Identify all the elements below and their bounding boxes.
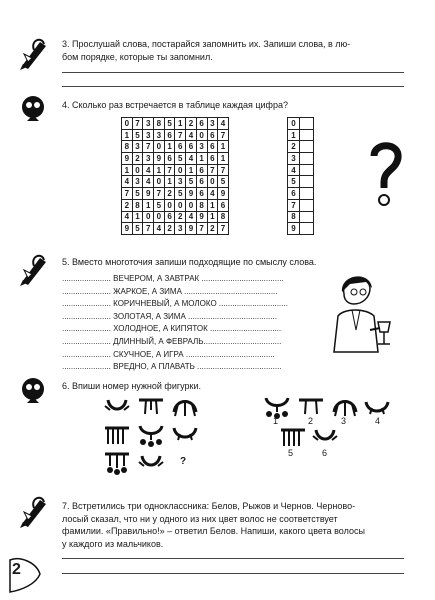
fill-in-phrase: ВРЕДНО, А ПЛАВАТЬ ...................................... bbox=[113, 362, 282, 372]
grid-cell: 4 bbox=[143, 176, 154, 188]
grid-cell: 6 bbox=[196, 188, 207, 200]
grid-cell: 1 bbox=[122, 164, 133, 176]
grid-row bbox=[122, 176, 229, 188]
digit-count-input[interactable] bbox=[300, 141, 314, 153]
figure-fan bbox=[330, 394, 360, 418]
question-mark-decoration bbox=[368, 140, 404, 212]
grid-cell: 7 bbox=[196, 223, 207, 235]
grid-cell: 5 bbox=[175, 188, 186, 200]
grid-cell: 2 bbox=[175, 211, 186, 223]
fill-in-row[interactable] bbox=[62, 286, 278, 298]
task-3-text bbox=[62, 38, 412, 63]
grid-cell: 1 bbox=[218, 141, 229, 153]
fill-in-blank[interactable]: ...................... bbox=[62, 286, 111, 296]
digit-count-input[interactable] bbox=[300, 118, 314, 130]
fill-in-phrase: КОРИЧНЕВЫЙ, А МОЛОКО ............................... bbox=[113, 299, 288, 309]
grid-cell: 6 bbox=[175, 141, 186, 153]
grid-cell: 6 bbox=[207, 141, 218, 153]
digit-label: 5 bbox=[288, 176, 300, 188]
grid-cell: 6 bbox=[218, 199, 229, 211]
grid-cell: 7 bbox=[218, 223, 229, 235]
figure-number-3: 3 bbox=[341, 416, 347, 426]
grid-cell: 0 bbox=[154, 211, 165, 223]
digit-count-input[interactable] bbox=[300, 129, 314, 141]
grid-cell: 5 bbox=[164, 118, 175, 130]
grid-cell: 2 bbox=[132, 153, 143, 165]
grid-cell: 5 bbox=[132, 129, 143, 141]
grid-cell: 7 bbox=[175, 129, 186, 141]
grid-cell: 8 bbox=[218, 211, 229, 223]
fill-in-phrase: ЗОЛОТАЯ, А ЗИМА ........................................ bbox=[113, 311, 277, 321]
digit-count-table bbox=[287, 117, 314, 235]
grid-cell: 4 bbox=[122, 211, 133, 223]
pen-icon bbox=[18, 36, 48, 72]
digit-count-input[interactable] bbox=[300, 223, 314, 235]
grid-row bbox=[122, 118, 229, 130]
fill-in-blank[interactable]: ...................... bbox=[62, 362, 111, 372]
fill-in-blank[interactable]: ...................... bbox=[62, 324, 111, 334]
grid-row bbox=[122, 164, 229, 176]
fill-in-phrase: СКУЧНОЕ, А ИГРА ........................................ bbox=[113, 349, 275, 359]
grid-cell: 1 bbox=[122, 129, 133, 141]
task-7-line-2: лосый сказал, что ни у одного из них цвет волос не соответствует bbox=[62, 513, 338, 524]
grid-cell: 1 bbox=[207, 199, 218, 211]
digit-count-row bbox=[288, 141, 314, 153]
grid-cell: 6 bbox=[196, 164, 207, 176]
task-7-line-4: у каждого из мальчиков. bbox=[62, 538, 164, 549]
grid-cell: 7 bbox=[218, 129, 229, 141]
answer-line[interactable] bbox=[62, 573, 404, 574]
grid-cell: 1 bbox=[164, 176, 175, 188]
grid-cell: 7 bbox=[132, 118, 143, 130]
grid-cell: 8 bbox=[196, 199, 207, 211]
grid-cell: 1 bbox=[132, 211, 143, 223]
teacher-illustration bbox=[330, 270, 400, 354]
grid-cell: 9 bbox=[122, 153, 133, 165]
digit-label: 8 bbox=[288, 211, 300, 223]
digit-count-row bbox=[288, 211, 314, 223]
grid-row bbox=[122, 188, 229, 200]
figure-t-bar bbox=[136, 396, 166, 420]
task-4-text: 4. Сколько раз встречается в таблице каждая цифра? bbox=[62, 100, 288, 110]
answer-line[interactable] bbox=[62, 558, 404, 559]
grid-cell: 6 bbox=[207, 129, 218, 141]
figure-number-4: 4 bbox=[375, 416, 381, 426]
grid-cell: 0 bbox=[143, 211, 154, 223]
grid-cell: 3 bbox=[175, 223, 186, 235]
grid-cell: 7 bbox=[143, 141, 154, 153]
grid-row bbox=[122, 211, 229, 223]
grid-cell: 3 bbox=[143, 153, 154, 165]
grid-cell: 0 bbox=[132, 164, 143, 176]
figure-comb bbox=[278, 426, 308, 450]
grid-cell: 6 bbox=[164, 129, 175, 141]
grid-cell: 6 bbox=[196, 118, 207, 130]
grid-row bbox=[122, 199, 229, 211]
grid-row bbox=[122, 129, 229, 141]
grid-cell: 0 bbox=[154, 141, 165, 153]
grid-cell: 1 bbox=[186, 164, 197, 176]
grid-cell: 4 bbox=[186, 153, 197, 165]
figure-dots bbox=[136, 420, 166, 448]
grid-cell: 4 bbox=[186, 211, 197, 223]
fill-in-blank[interactable]: ...................... bbox=[62, 337, 111, 346]
grid-row bbox=[122, 223, 229, 235]
grid-cell: 9 bbox=[218, 188, 229, 200]
grid-cell: 3 bbox=[143, 129, 154, 141]
task-6-text: 6. Впиши номер нужной фигурки. bbox=[62, 381, 202, 391]
figure-arc-up-left bbox=[136, 452, 166, 476]
question-icon bbox=[18, 94, 48, 124]
figure-fan bbox=[170, 394, 200, 418]
grid-cell: 6 bbox=[164, 153, 175, 165]
fill-in-blank[interactable]: ...................... bbox=[62, 299, 111, 309]
grid-cell: 3 bbox=[175, 176, 186, 188]
task-7-line-3: фамилии. «Правильно!» – ответил Белов. Напиши, какого цвета волосы bbox=[62, 526, 365, 536]
fill-in-row[interactable] bbox=[62, 361, 282, 373]
grid-cell: 4 bbox=[207, 188, 218, 200]
grid-cell: 5 bbox=[186, 176, 197, 188]
fill-in-phrase: ВЕЧЕРОМ, А ЗАВТРАК ..................................... bbox=[113, 274, 284, 283]
grid-cell: 0 bbox=[196, 129, 207, 141]
fill-in-row[interactable] bbox=[62, 336, 281, 348]
grid-cell: 9 bbox=[186, 223, 197, 235]
fill-in-row[interactable] bbox=[62, 273, 284, 285]
digit-count-input[interactable] bbox=[300, 211, 314, 223]
grid-cell: 0 bbox=[122, 118, 133, 130]
grid-cell: 2 bbox=[164, 188, 175, 200]
figure-comb bbox=[102, 424, 132, 448]
page-number: 2 bbox=[12, 561, 21, 578]
task-7-text bbox=[62, 500, 412, 550]
task-3-line-1: 3. Прослушай слова, постарайся запомнить их. Запиши слова, в лю- bbox=[62, 39, 351, 49]
grid-cell: 2 bbox=[186, 118, 197, 130]
digit-count-input[interactable] bbox=[300, 164, 314, 176]
fill-in-phrase: ЖАРКОЕ, А ЗИМА .......................................... bbox=[113, 286, 278, 296]
grid-cell: 7 bbox=[207, 164, 218, 176]
grid-cell: 9 bbox=[122, 223, 133, 235]
grid-cell: 9 bbox=[196, 211, 207, 223]
digit-label: 7 bbox=[288, 199, 300, 211]
grid-cell: 4 bbox=[143, 164, 154, 176]
fill-in-row[interactable] bbox=[62, 349, 275, 361]
digit-count-row bbox=[288, 129, 314, 141]
fill-in-row[interactable] bbox=[62, 311, 277, 323]
digit-label: 2 bbox=[288, 141, 300, 153]
pen-icon bbox=[18, 494, 48, 530]
grid-cell: 1 bbox=[143, 199, 154, 211]
figure-arc-down bbox=[170, 422, 200, 446]
digit-count-input[interactable] bbox=[300, 153, 314, 165]
grid-cell: 5 bbox=[154, 199, 165, 211]
digit-grid bbox=[121, 117, 229, 235]
grid-cell: 7 bbox=[154, 188, 165, 200]
digit-label: 6 bbox=[288, 188, 300, 200]
task-7-line-1: 7. Встретились три одноклассника: Белов, Рыжов и Чернов. Черново- bbox=[62, 501, 356, 511]
digit-count-row bbox=[288, 153, 314, 165]
fill-in-row[interactable] bbox=[62, 298, 288, 310]
digit-count-row bbox=[288, 188, 314, 200]
digit-count-row bbox=[288, 223, 314, 235]
grid-cell: 6 bbox=[207, 153, 218, 165]
grid-cell: 0 bbox=[207, 176, 218, 188]
digit-count-row bbox=[288, 199, 314, 211]
fill-in-blank[interactable]: ...................... bbox=[62, 311, 111, 321]
grid-cell: 9 bbox=[154, 153, 165, 165]
figure-number-2: 2 bbox=[308, 416, 314, 426]
grid-cell: 0 bbox=[154, 176, 165, 188]
question-mark-answer[interactable]: ? bbox=[180, 456, 187, 467]
grid-cell: 3 bbox=[154, 129, 165, 141]
grid-cell: 6 bbox=[164, 211, 175, 223]
grid-cell: 5 bbox=[175, 153, 186, 165]
fill-in-blank[interactable]: ...................... bbox=[62, 274, 111, 283]
grid-cell: 7 bbox=[143, 223, 154, 235]
grid-cell: 0 bbox=[175, 164, 186, 176]
digit-label: 3 bbox=[288, 153, 300, 165]
answer-line[interactable] bbox=[62, 72, 404, 73]
grid-cell: 3 bbox=[143, 118, 154, 130]
grid-row bbox=[122, 141, 229, 153]
grid-cell: 1 bbox=[196, 153, 207, 165]
figure-number-1: 1 bbox=[273, 416, 279, 426]
digit-count-row bbox=[288, 118, 314, 130]
grid-cell: 4 bbox=[218, 118, 229, 130]
digit-count-input[interactable] bbox=[300, 199, 314, 211]
task-3-line-2: бом порядке, которые ты запомнил. bbox=[62, 51, 213, 62]
grid-cell: 3 bbox=[196, 141, 207, 153]
grid-cell: 1 bbox=[218, 153, 229, 165]
grid-cell: 1 bbox=[164, 141, 175, 153]
grid-row bbox=[122, 153, 229, 165]
figure-dots bbox=[102, 450, 132, 478]
grid-cell: 2 bbox=[122, 199, 133, 211]
figure-number-5: 5 bbox=[288, 448, 294, 458]
figure-arc-up-left bbox=[102, 396, 132, 420]
grid-cell: 8 bbox=[154, 118, 165, 130]
digit-label: 0 bbox=[288, 118, 300, 130]
answer-line[interactable] bbox=[62, 86, 404, 87]
question-icon bbox=[18, 376, 48, 406]
grid-cell: 0 bbox=[164, 199, 175, 211]
grid-cell: 0 bbox=[175, 199, 186, 211]
grid-cell: 2 bbox=[207, 223, 218, 235]
fill-in-blank[interactable]: ...................... bbox=[62, 349, 111, 359]
grid-cell: 1 bbox=[175, 118, 186, 130]
digit-label: 1 bbox=[288, 129, 300, 141]
task-5-text: 5. Вместо многоточия запиши подходящие по смыслу слова. bbox=[62, 257, 317, 267]
grid-cell: 7 bbox=[218, 164, 229, 176]
pen-icon bbox=[18, 252, 48, 288]
fill-in-phrase: ДЛИННЫЙ, А ФЕВРАЛЬ................................... bbox=[113, 337, 282, 346]
grid-cell: 3 bbox=[207, 118, 218, 130]
figure-number-6: 6 bbox=[322, 448, 328, 458]
grid-cell: 9 bbox=[186, 188, 197, 200]
grid-cell: 6 bbox=[186, 141, 197, 153]
grid-cell: 7 bbox=[164, 164, 175, 176]
grid-cell: 3 bbox=[132, 141, 143, 153]
grid-cell: 5 bbox=[132, 223, 143, 235]
digit-label: 9 bbox=[288, 223, 300, 235]
grid-cell: 8 bbox=[132, 199, 143, 211]
grid-cell: 0 bbox=[186, 199, 197, 211]
grid-cell: 4 bbox=[122, 176, 133, 188]
fill-in-row[interactable] bbox=[62, 323, 281, 335]
grid-cell: 1 bbox=[154, 164, 165, 176]
grid-cell: 4 bbox=[186, 129, 197, 141]
grid-cell: 3 bbox=[132, 176, 143, 188]
digit-count-input[interactable] bbox=[300, 188, 314, 200]
grid-cell: 9 bbox=[143, 188, 154, 200]
digit-count-row bbox=[288, 176, 314, 188]
digit-count-input[interactable] bbox=[300, 176, 314, 188]
grid-cell: 5 bbox=[218, 176, 229, 188]
grid-cell: 5 bbox=[132, 188, 143, 200]
digit-count-row bbox=[288, 164, 314, 176]
grid-cell: 8 bbox=[122, 141, 133, 153]
grid-cell: 6 bbox=[196, 176, 207, 188]
fill-in-phrase: ХОЛОДНОЕ, А КИПЯТОК ................................ bbox=[113, 324, 282, 334]
grid-cell: 1 bbox=[207, 211, 218, 223]
grid-cell: 4 bbox=[154, 223, 165, 235]
digit-label: 4 bbox=[288, 164, 300, 176]
grid-cell: 7 bbox=[122, 188, 133, 200]
grid-cell: 2 bbox=[164, 223, 175, 235]
figure-arc-up-left bbox=[310, 426, 340, 450]
